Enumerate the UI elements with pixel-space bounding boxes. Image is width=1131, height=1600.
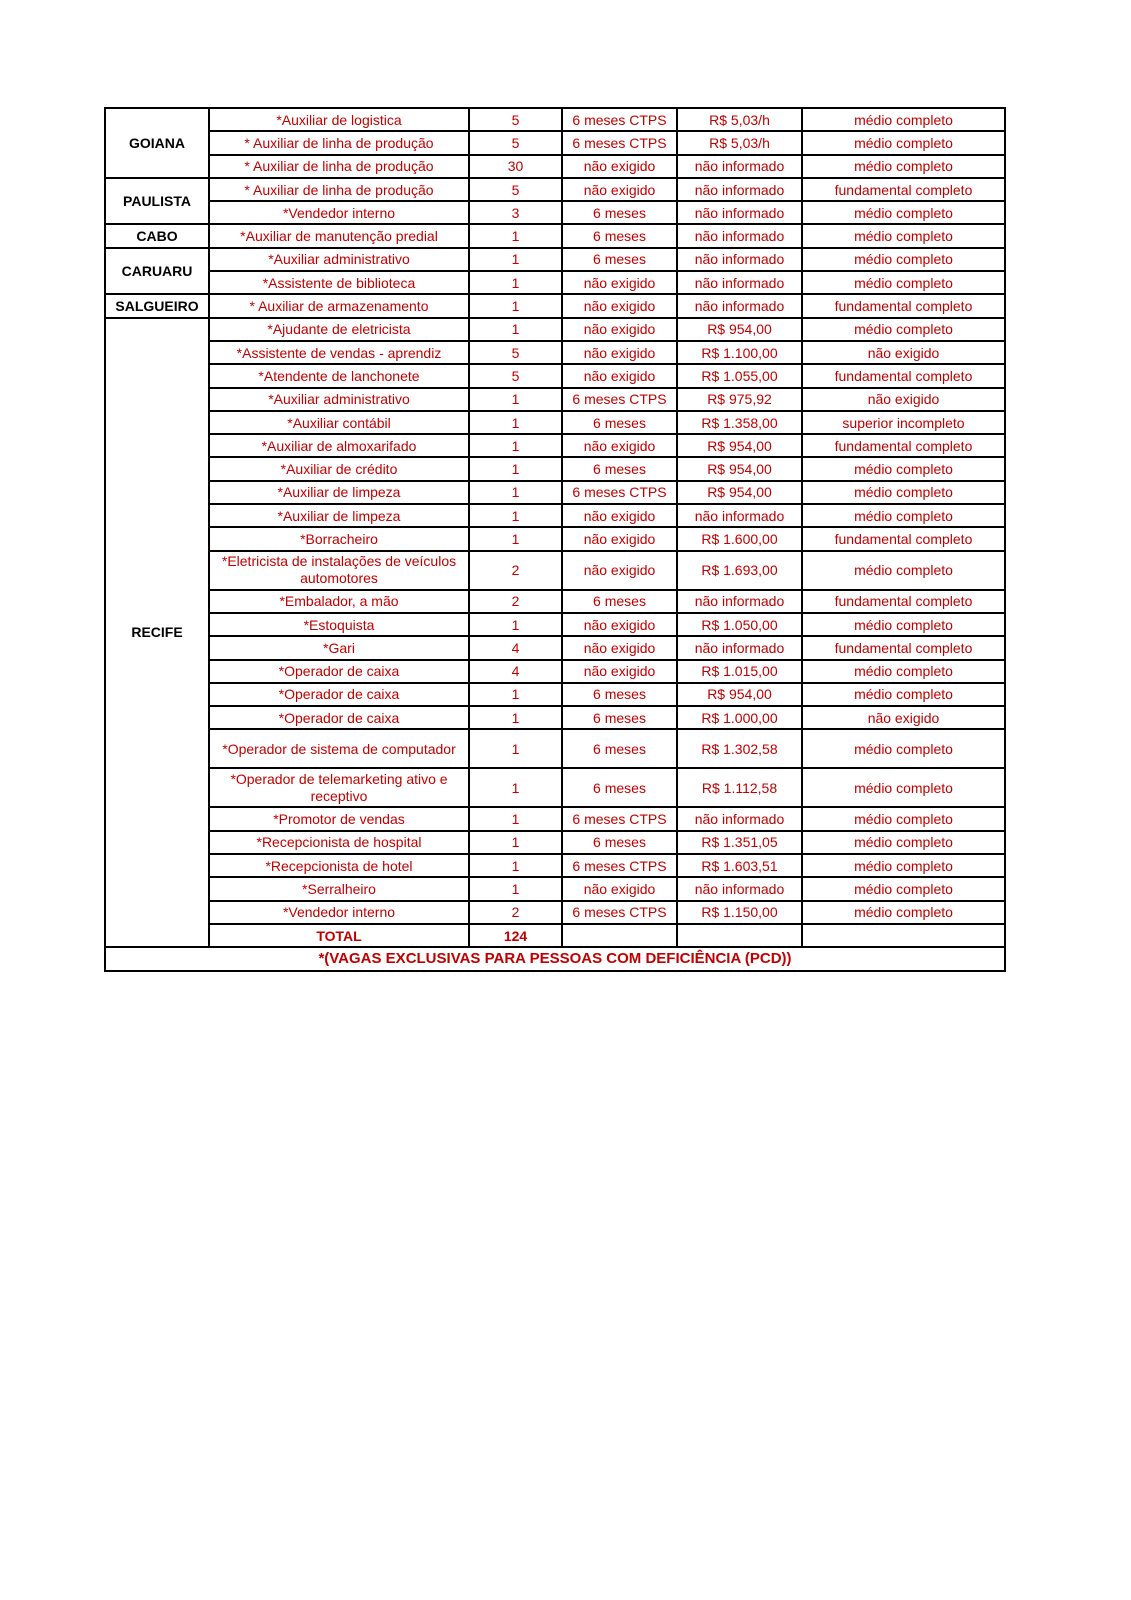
education-cell: fundamental completo xyxy=(802,527,1005,550)
salary-cell: R$ 954,00 xyxy=(677,434,802,457)
vacancies-cell: 1 xyxy=(469,294,562,317)
table-row xyxy=(105,683,1005,706)
experience-cell: 6 meses CTPS xyxy=(562,854,677,877)
salary-cell: não informado xyxy=(677,178,802,201)
vacancies-cell: 1 xyxy=(469,504,562,527)
table-row xyxy=(105,457,1005,480)
job-title-cell: *Assistente de vendas - aprendiz xyxy=(209,341,469,364)
salary-cell: R$ 954,00 xyxy=(677,318,802,341)
experience-cell: 6 meses CTPS xyxy=(562,807,677,830)
vacancies-cell: 1 xyxy=(469,248,562,271)
education-cell: médio completo xyxy=(802,318,1005,341)
education-cell: médio completo xyxy=(802,613,1005,636)
job-title-cell: *Vendedor interno xyxy=(209,901,469,924)
vacancies-cell: 2 xyxy=(469,901,562,924)
city-cell: CARUARU xyxy=(105,248,209,295)
experience-cell: 6 meses xyxy=(562,457,677,480)
vacancies-cell: 4 xyxy=(469,636,562,659)
job-title-cell: *Auxiliar de almoxarifado xyxy=(209,434,469,457)
education-cell: fundamental completo xyxy=(802,434,1005,457)
empty-cell xyxy=(802,924,1005,947)
job-title-cell: *Operador de telemarketing ativo e receptivo xyxy=(209,768,469,807)
vacancies-cell: 1 xyxy=(469,434,562,457)
table-row xyxy=(105,411,1005,434)
table-row xyxy=(105,388,1005,411)
experience-cell: não exigido xyxy=(562,341,677,364)
table-row xyxy=(105,318,1005,341)
vacancies-cell: 1 xyxy=(469,768,562,807)
experience-cell: 6 meses CTPS xyxy=(562,481,677,504)
vacancies-cell: 1 xyxy=(469,318,562,341)
education-cell: fundamental completo xyxy=(802,294,1005,317)
job-title-cell: *Auxiliar de manutenção predial xyxy=(209,224,469,247)
job-title-cell: *Vendedor interno xyxy=(209,201,469,224)
table-row xyxy=(105,224,1005,247)
table-row xyxy=(105,155,1005,178)
education-cell: médio completo xyxy=(802,729,1005,768)
education-cell: médio completo xyxy=(802,201,1005,224)
job-title-cell: *Recepcionista de hospital xyxy=(209,831,469,854)
table-row xyxy=(105,660,1005,683)
vacancies-cell: 1 xyxy=(469,224,562,247)
job-title-cell: *Auxiliar de logistica xyxy=(209,108,469,131)
job-title-cell: * Auxiliar de armazenamento xyxy=(209,294,469,317)
table-row xyxy=(105,901,1005,924)
vacancies-cell: 1 xyxy=(469,613,562,636)
job-title-cell: *Embalador, a mão xyxy=(209,590,469,613)
table-row xyxy=(105,831,1005,854)
job-title-cell: *Auxiliar de limpeza xyxy=(209,504,469,527)
vacancies-cell: 1 xyxy=(469,807,562,830)
experience-cell: 6 meses xyxy=(562,706,677,729)
empty-cell xyxy=(562,924,677,947)
table-row xyxy=(105,706,1005,729)
table-row xyxy=(105,551,1005,590)
experience-cell: 6 meses xyxy=(562,768,677,807)
table-row xyxy=(105,854,1005,877)
experience-cell: 6 meses xyxy=(562,831,677,854)
experience-cell: não exigido xyxy=(562,636,677,659)
salary-cell: R$ 1.693,00 xyxy=(677,551,802,590)
experience-cell: não exigido xyxy=(562,155,677,178)
education-cell: fundamental completo xyxy=(802,178,1005,201)
experience-cell: 6 meses xyxy=(562,729,677,768)
table-row xyxy=(105,271,1005,294)
table-row xyxy=(105,248,1005,271)
education-cell: médio completo xyxy=(802,457,1005,480)
city-cell: CABO xyxy=(105,224,209,247)
vacancies-cell: 2 xyxy=(469,590,562,613)
job-title-cell: *Auxiliar contábil xyxy=(209,411,469,434)
job-title-cell: *Gari xyxy=(209,636,469,659)
table-row xyxy=(105,201,1005,224)
table-row xyxy=(105,294,1005,317)
job-title-cell: *Operador de sistema de computador xyxy=(209,729,469,768)
job-title-cell: *Promotor de vendas xyxy=(209,807,469,830)
job-title-cell: * Auxiliar de linha de produção xyxy=(209,178,469,201)
experience-cell: 6 meses xyxy=(562,590,677,613)
salary-cell: não informado xyxy=(677,590,802,613)
vacancies-cell: 1 xyxy=(469,729,562,768)
experience-cell: 6 meses CTPS xyxy=(562,901,677,924)
vacancies-cell: 1 xyxy=(469,854,562,877)
experience-cell: não exigido xyxy=(562,660,677,683)
vacancies-cell: 5 xyxy=(469,131,562,154)
salary-cell: não informado xyxy=(677,271,802,294)
education-cell: não exigido xyxy=(802,388,1005,411)
experience-cell: 6 meses CTPS xyxy=(562,131,677,154)
experience-cell: não exigido xyxy=(562,613,677,636)
education-cell: médio completo xyxy=(802,131,1005,154)
education-cell: médio completo xyxy=(802,271,1005,294)
vacancies-cell: 1 xyxy=(469,388,562,411)
empty-cell xyxy=(677,924,802,947)
vacancies-cell: 5 xyxy=(469,364,562,387)
salary-cell: R$ 1.050,00 xyxy=(677,613,802,636)
table-row xyxy=(105,108,1005,131)
job-title-cell: *Recepcionista de hotel xyxy=(209,854,469,877)
salary-cell: R$ 1.055,00 xyxy=(677,364,802,387)
table-row xyxy=(105,807,1005,830)
vacancies-cell: 1 xyxy=(469,481,562,504)
table-row xyxy=(105,729,1005,768)
pcd-note: *(VAGAS EXCLUSIVAS PARA PESSOAS COM DEFICIÊNCIA (PCD)) xyxy=(105,947,1005,970)
vacancies-cell: 1 xyxy=(469,831,562,854)
education-cell: médio completo xyxy=(802,854,1005,877)
city-cell: PAULISTA xyxy=(105,178,209,225)
education-cell: médio completo xyxy=(802,155,1005,178)
education-cell: fundamental completo xyxy=(802,364,1005,387)
city-cell: GOIANA xyxy=(105,108,209,178)
table-row xyxy=(105,636,1005,659)
experience-cell: não exigido xyxy=(562,364,677,387)
job-title-cell: *Auxiliar de limpeza xyxy=(209,481,469,504)
vacancies-cell: 5 xyxy=(469,341,562,364)
table-row xyxy=(105,481,1005,504)
experience-cell: 6 meses CTPS xyxy=(562,388,677,411)
education-cell: médio completo xyxy=(802,807,1005,830)
experience-cell: 6 meses xyxy=(562,224,677,247)
vacancies-cell: 5 xyxy=(469,178,562,201)
experience-cell: não exigido xyxy=(562,178,677,201)
table-row xyxy=(105,590,1005,613)
total-value-cell: 124 xyxy=(469,924,562,947)
table-row xyxy=(105,364,1005,387)
table-row xyxy=(105,434,1005,457)
education-cell: superior incompleto xyxy=(802,411,1005,434)
experience-cell: não exigido xyxy=(562,318,677,341)
city-cell: RECIFE xyxy=(105,318,209,948)
job-title-cell: *Serralheiro xyxy=(209,877,469,900)
table-row xyxy=(105,877,1005,900)
education-cell: médio completo xyxy=(802,901,1005,924)
vacancies-cell: 2 xyxy=(469,551,562,590)
city-cell: SALGUEIRO xyxy=(105,294,209,317)
education-cell: médio completo xyxy=(802,660,1005,683)
experience-cell: 6 meses xyxy=(562,683,677,706)
experience-cell: não exigido xyxy=(562,527,677,550)
job-title-cell: *Auxiliar de crédito xyxy=(209,457,469,480)
education-cell: não exigido xyxy=(802,706,1005,729)
salary-cell: não informado xyxy=(677,877,802,900)
vacancies-cell: 1 xyxy=(469,527,562,550)
education-cell: médio completo xyxy=(802,831,1005,854)
experience-cell: 6 meses CTPS xyxy=(562,108,677,131)
table-row xyxy=(105,504,1005,527)
salary-cell: R$ 1.600,00 xyxy=(677,527,802,550)
table-row xyxy=(105,527,1005,550)
job-title-cell: *Operador de caixa xyxy=(209,706,469,729)
salary-cell: não informado xyxy=(677,155,802,178)
job-title-cell: *Auxiliar administrativo xyxy=(209,248,469,271)
salary-cell: R$ 1.302,58 xyxy=(677,729,802,768)
salary-cell: R$ 954,00 xyxy=(677,683,802,706)
salary-cell: R$ 1.603,51 xyxy=(677,854,802,877)
vacancies-cell: 1 xyxy=(469,271,562,294)
salary-cell: não informado xyxy=(677,636,802,659)
education-cell: médio completo xyxy=(802,481,1005,504)
job-title-cell: *Estoquista xyxy=(209,613,469,636)
salary-cell: R$ 5,03/h xyxy=(677,108,802,131)
education-cell: médio completo xyxy=(802,224,1005,247)
salary-cell: R$ 1.150,00 xyxy=(677,901,802,924)
experience-cell: não exigido xyxy=(562,551,677,590)
vacancies-cell: 30 xyxy=(469,155,562,178)
experience-cell: 6 meses xyxy=(562,248,677,271)
experience-cell: não exigido xyxy=(562,877,677,900)
note-row xyxy=(105,947,1005,970)
education-cell: médio completo xyxy=(802,108,1005,131)
experience-cell: 6 meses xyxy=(562,201,677,224)
experience-cell: não exigido xyxy=(562,271,677,294)
salary-cell: não informado xyxy=(677,224,802,247)
salary-cell: R$ 954,00 xyxy=(677,457,802,480)
job-title-cell: *Eletricista de instalações de veículos automotores xyxy=(209,551,469,590)
education-cell: médio completo xyxy=(802,683,1005,706)
salary-cell: R$ 1.100,00 xyxy=(677,341,802,364)
total-label-cell: TOTAL xyxy=(209,924,469,947)
salary-cell: R$ 954,00 xyxy=(677,481,802,504)
job-title-cell: *Borracheiro xyxy=(209,527,469,550)
job-title-cell: *Assistente de biblioteca xyxy=(209,271,469,294)
job-title-cell: *Operador de caixa xyxy=(209,660,469,683)
experience-cell: 6 meses xyxy=(562,411,677,434)
vacancies-cell: 5 xyxy=(469,108,562,131)
experience-cell: não exigido xyxy=(562,504,677,527)
salary-cell: R$ 1.112,58 xyxy=(677,768,802,807)
job-title-cell: *Auxiliar administrativo xyxy=(209,388,469,411)
table-row xyxy=(105,341,1005,364)
salary-cell: R$ 1.351,05 xyxy=(677,831,802,854)
salary-cell: não informado xyxy=(677,201,802,224)
salary-cell: R$ 5,03/h xyxy=(677,131,802,154)
experience-cell: não exigido xyxy=(562,434,677,457)
experience-cell: não exigido xyxy=(562,294,677,317)
job-title-cell: *Atendente de lanchonete xyxy=(209,364,469,387)
job-title-cell: * Auxiliar de linha de produção xyxy=(209,131,469,154)
vacancies-cell: 1 xyxy=(469,457,562,480)
total-row xyxy=(105,924,1005,947)
education-cell: médio completo xyxy=(802,877,1005,900)
salary-cell: não informado xyxy=(677,504,802,527)
job-title-cell: *Ajudante de eletricista xyxy=(209,318,469,341)
education-cell: médio completo xyxy=(802,768,1005,807)
education-cell: não exigido xyxy=(802,341,1005,364)
education-cell: médio completo xyxy=(802,248,1005,271)
salary-cell: não informado xyxy=(677,294,802,317)
vacancies-cell: 1 xyxy=(469,411,562,434)
vacancies-cell: 1 xyxy=(469,706,562,729)
salary-cell: R$ 1.015,00 xyxy=(677,660,802,683)
jobs-table xyxy=(104,107,1006,972)
salary-cell: não informado xyxy=(677,248,802,271)
salary-cell: R$ 1.358,00 xyxy=(677,411,802,434)
table-row xyxy=(105,613,1005,636)
table-row xyxy=(105,178,1005,201)
table-row xyxy=(105,131,1005,154)
education-cell: médio completo xyxy=(802,551,1005,590)
education-cell: médio completo xyxy=(802,504,1005,527)
vacancies-cell: 4 xyxy=(469,660,562,683)
salary-cell: R$ 975,92 xyxy=(677,388,802,411)
job-title-cell: * Auxiliar de linha de produção xyxy=(209,155,469,178)
salary-cell: R$ 1.000,00 xyxy=(677,706,802,729)
vacancies-cell: 1 xyxy=(469,683,562,706)
table-row xyxy=(105,768,1005,807)
job-title-cell: *Operador de caixa xyxy=(209,683,469,706)
education-cell: fundamental completo xyxy=(802,636,1005,659)
education-cell: fundamental completo xyxy=(802,590,1005,613)
salary-cell: não informado xyxy=(677,807,802,830)
vacancies-cell: 1 xyxy=(469,877,562,900)
vacancies-cell: 3 xyxy=(469,201,562,224)
